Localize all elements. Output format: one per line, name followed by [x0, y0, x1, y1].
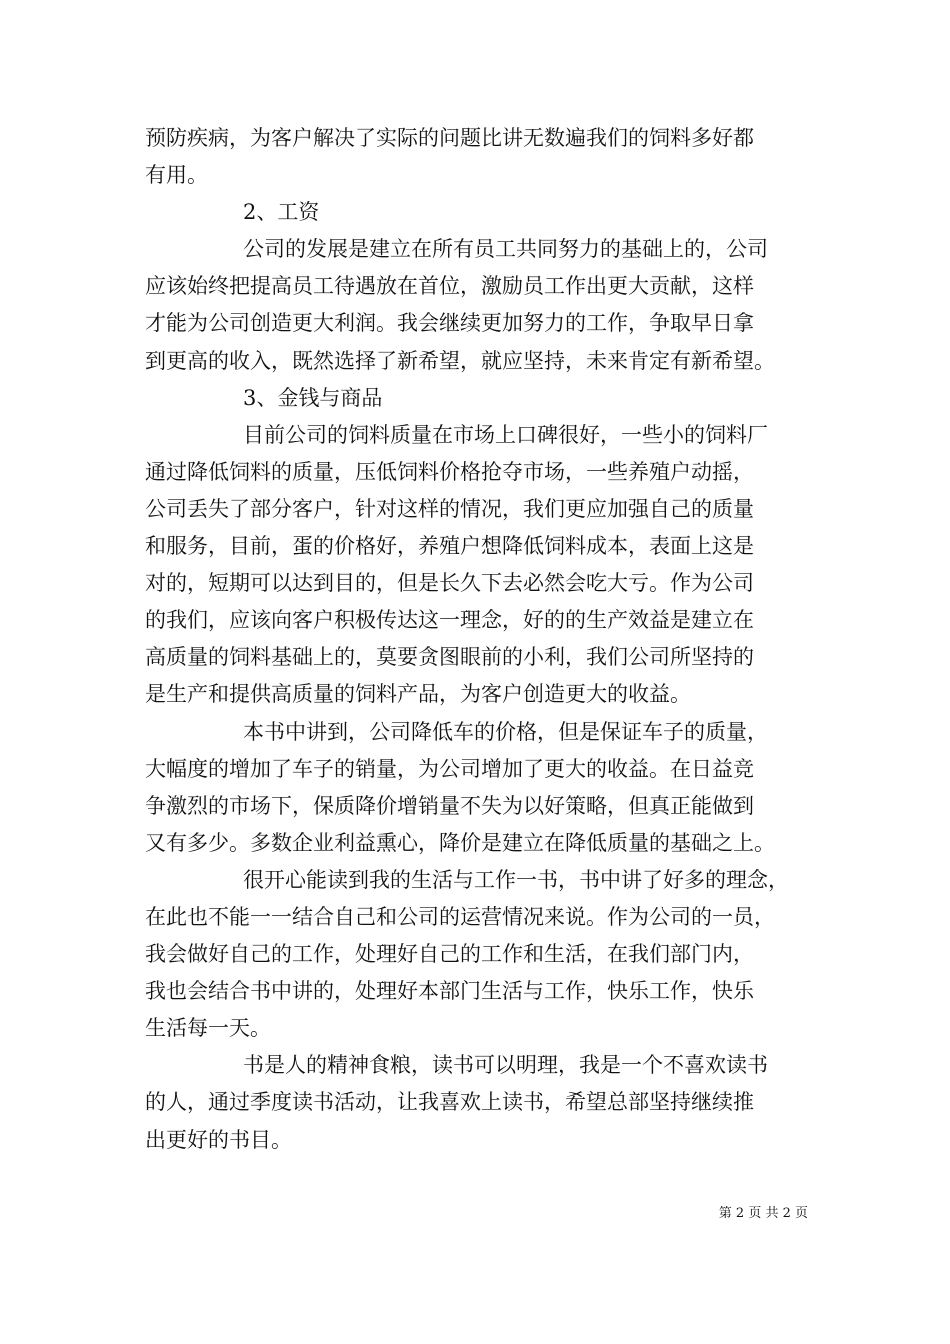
text-line: 争激烈的市场下，保质降价增销量不失为以好策略，但真正能做到 — [145, 793, 754, 818]
text-line: 的我们，应该向客户积极传达这一理念，好的的生产效益是建立在 — [145, 608, 754, 633]
text-line: 大幅度的增加了车子的销量，为公司增加了更大的收益。在日益竞 — [145, 756, 754, 781]
text-line: 3、金钱与商品 — [243, 385, 383, 410]
text-line: 应该始终把提高员工待遇放在首位，激励员工作出更大贡献，这样 — [145, 274, 754, 299]
text-line: 出更好的书目。 — [145, 1127, 292, 1152]
text-line: 才能为公司创造更大利润。我会继续更加努力的工作，争取早日拿 — [145, 311, 754, 336]
text-line: 目前公司的饲料质量在市场上口碑很好，一些小的饲料厂 — [243, 422, 768, 447]
text-line: 高质量的饲料基础上的，莫要贪图眼前的小利，我们公司所坚持的 — [145, 645, 754, 670]
text-line: 是生产和提供高质量的饲料产品，为客户创造更大的收益。 — [145, 682, 691, 707]
body-text — [145, 120, 810, 1159]
text-line: 公司的发展是建立在所有员工共同努力的基础上的，公司 — [243, 237, 768, 262]
text-line: 的人，通过季度读书活动，让我喜欢上读书，希望总部坚持继续推 — [145, 1090, 754, 1115]
text-line: 公司丢失了部分客户，针对这样的情况，我们更应加强自己的质量 — [145, 496, 754, 521]
text-line: 我也会结合书中讲的，处理好本部门生活与工作，快乐工作，快乐 — [145, 979, 754, 1004]
text-line: 很开心能读到我的生活与工作一书，书中讲了好多的理念， — [243, 867, 789, 892]
text-line: 我会做好自己的工作，处理好自己的工作和生活，在我们部门内， — [145, 942, 754, 967]
text-line: 本书中讲到，公司降低车的价格，但是保证车子的质量， — [243, 719, 768, 744]
text-line: 预防疾病，为客户解决了实际的问题比讲无数遍我们的饲料多好都 — [145, 126, 754, 150]
text-line: 书是人的精神食粮，读书可以明理，我是一个不喜欢读书 — [243, 1053, 768, 1078]
text-line: 在此也不能一一结合自己和公司的运营情况来说。作为公司的一员， — [145, 904, 775, 929]
text-line: 和服务，目前，蛋的价格好，养殖户想降低饲料成本，表面上这是 — [145, 534, 754, 559]
text-line: 通过降低饲料的质量，压低饲料价格抢夺市场，一些养殖户动摇， — [145, 459, 754, 484]
page-number-footer: 第 2 页 共 2 页 — [718, 1206, 808, 1221]
text-line: 生活每一天。 — [145, 1016, 271, 1041]
text-line: 对的，短期可以达到目的，但是长久下去必然会吃大亏。作为公司 — [145, 571, 754, 596]
text-line: 2、工资 — [243, 200, 320, 225]
text-line: 又有多少。多数企业利益熏心，降价是建立在降低质量的基础之上。 — [145, 830, 775, 855]
text-line: 有用。 — [145, 163, 208, 188]
text-line: 到更高的收入，既然选择了新希望，就应坚持，未来肯定有新希望。 — [145, 348, 775, 373]
